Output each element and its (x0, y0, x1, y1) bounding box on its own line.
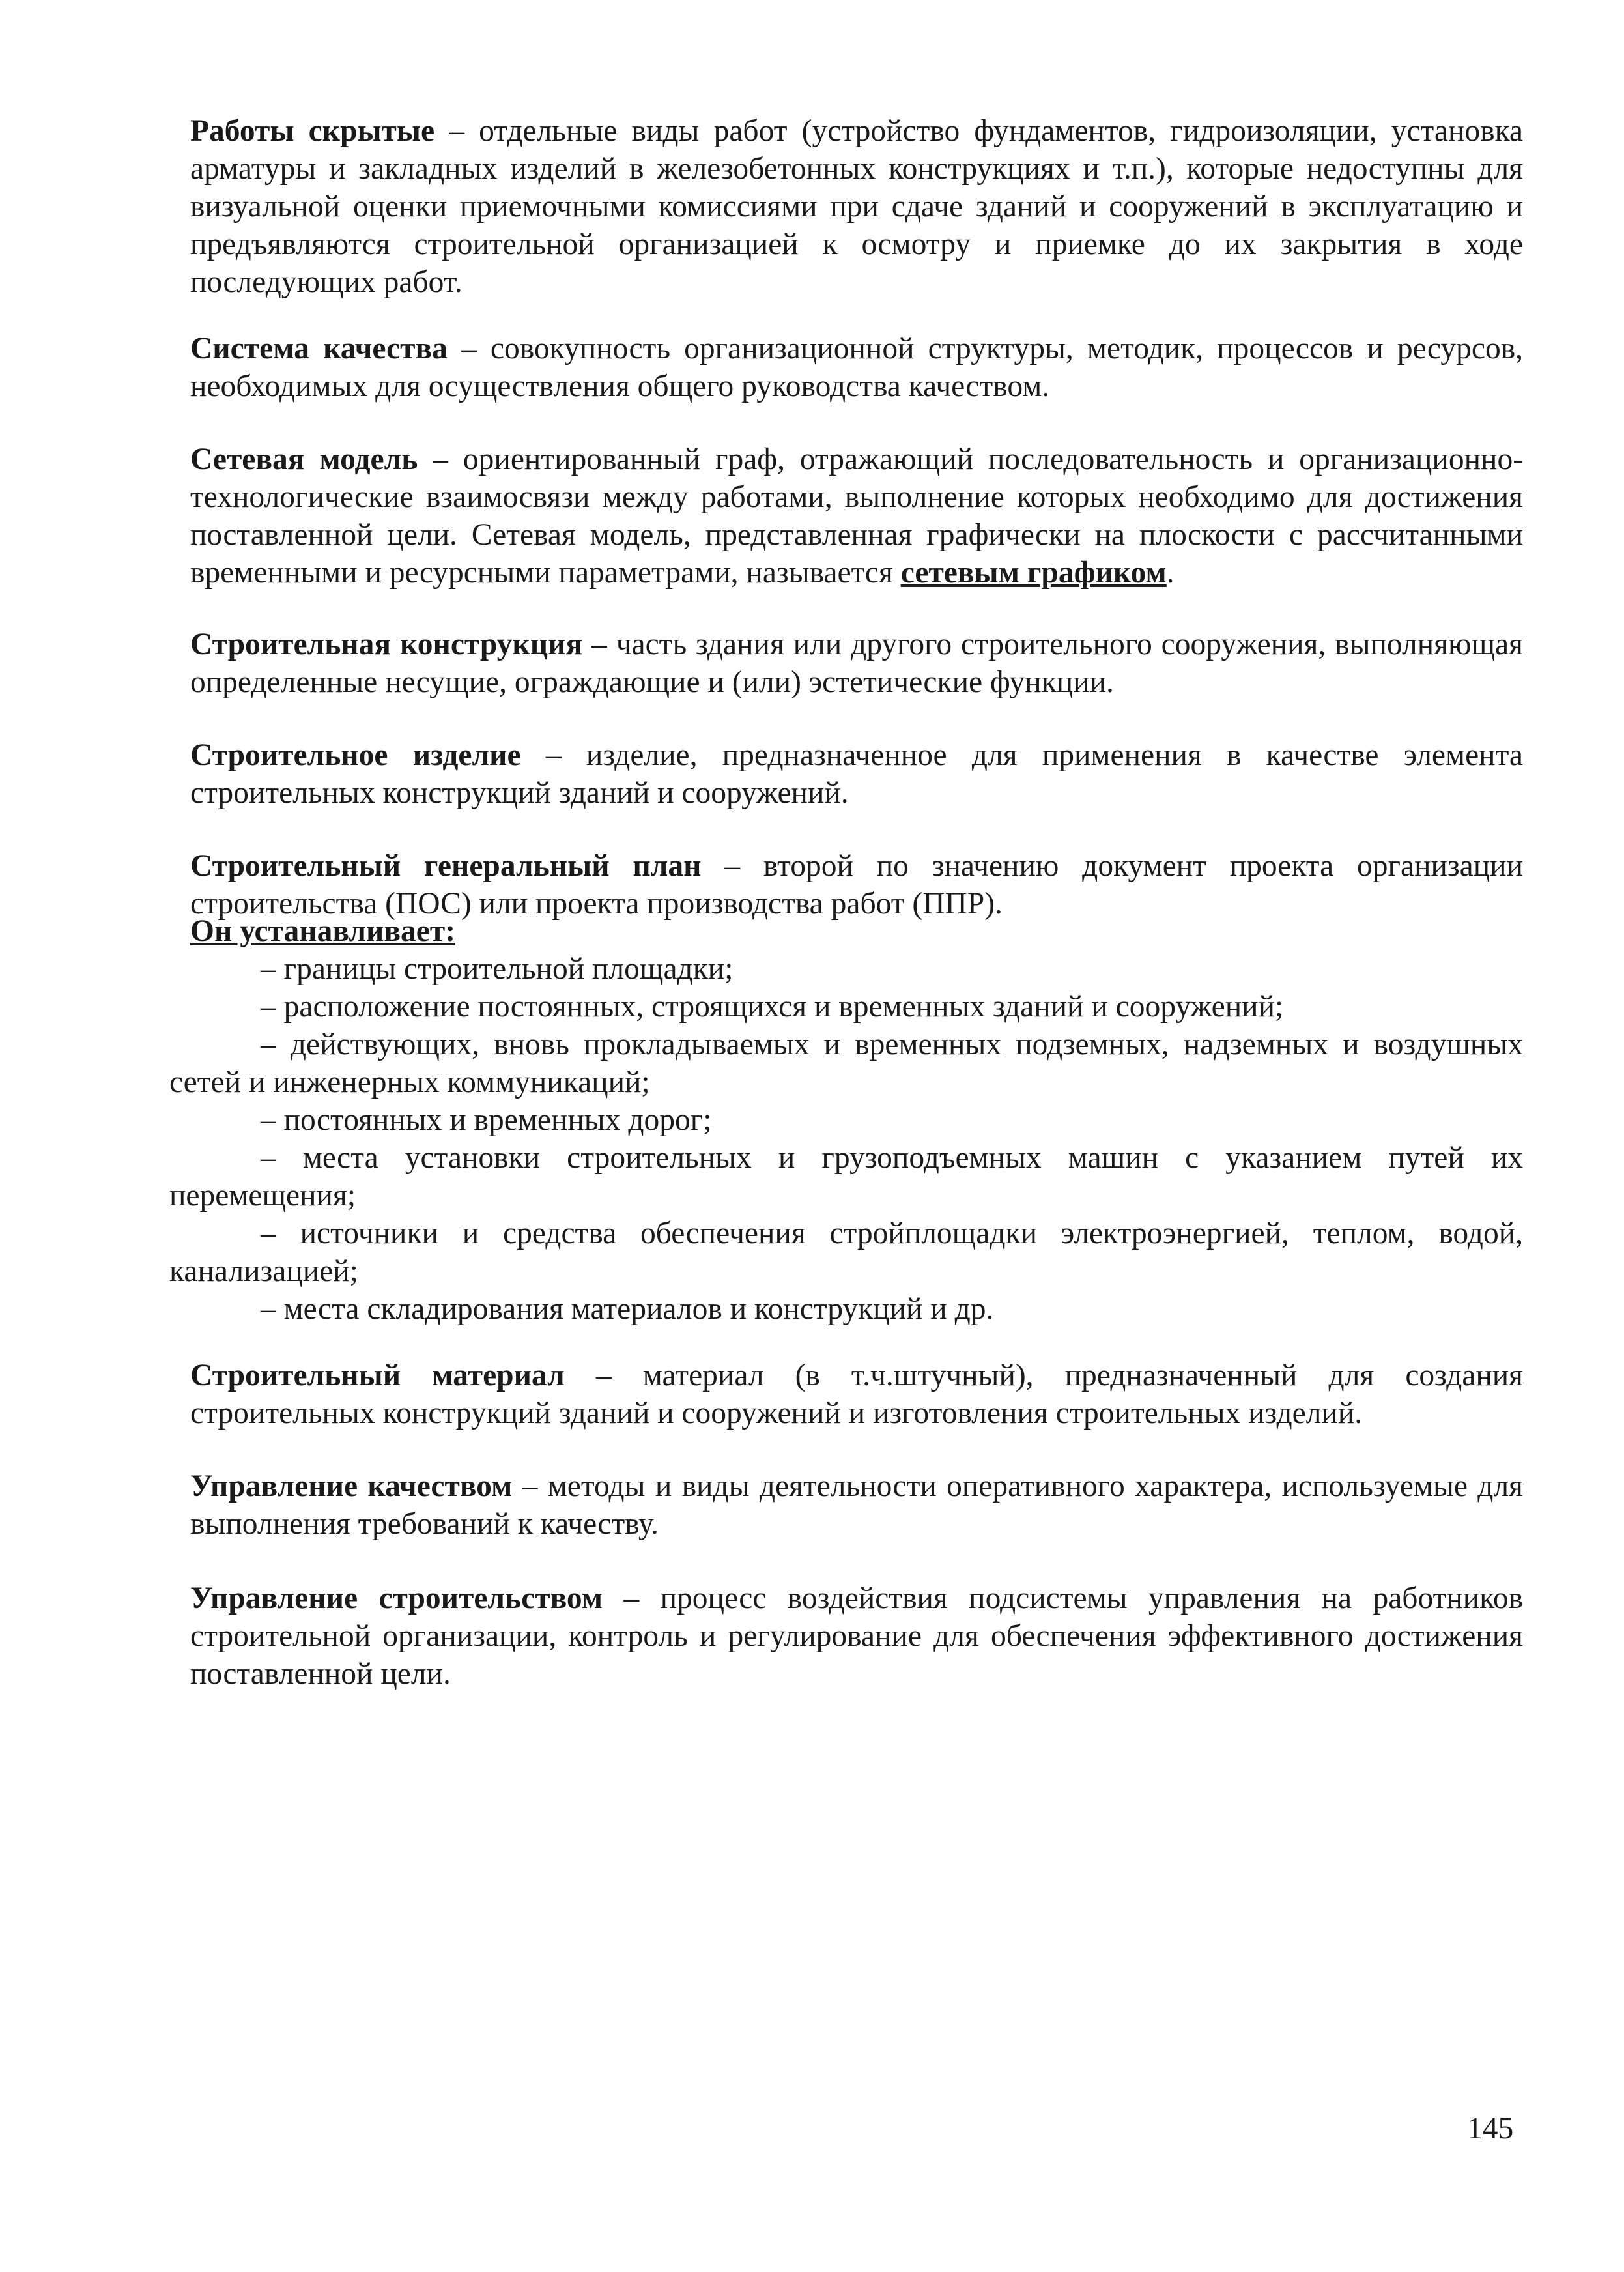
entry-building-product (190, 736, 1523, 812)
entry-term: Система качества (190, 332, 448, 366)
entry-definition: изделие, предназначенное для применения в качестве элемента строительных конструкций зданий и сооружений. (190, 738, 1523, 810)
entry-term: Управление строительством (190, 1581, 603, 1615)
entry-term: Строительное изделие (190, 738, 521, 772)
entry-definition: материал (в т.ч.штучный), предназначенный для создания строительных конструкций зданий и сооружений и изготовления строительных изделий. (190, 1359, 1524, 1430)
entry-term: Строительный материал (190, 1359, 565, 1392)
entry-building-structure (190, 626, 1523, 701)
entry-building-material (190, 1357, 1523, 1432)
entry-term: Строительный генеральный план (190, 849, 702, 883)
list-item: – источники и средства обеспечения стройплощадки электроэнергией, теплом, водой, канализацией; (169, 1216, 1523, 1288)
entry-definition: ориентированный граф, отражающий последовательность и организационно-технологические взаимосвязи между работами, выполнение которых необходимо для достижения поставленной цели. Сетевая модель, представленная графически на плоскости с рассчитанными временными и ресурсными параметрами, называется (190, 442, 1524, 590)
list-item: – действующих, вновь прокладываемых и временных подземных, надземных и воздушных сетей и инженерных коммуникаций; (169, 1028, 1523, 1099)
list-item: – постоянных и временных дорог; (261, 1103, 712, 1137)
general-plan-list (169, 950, 1523, 1328)
entry-dash: – (701, 849, 763, 883)
entry-dash: – (512, 1469, 548, 1503)
entry-term: Работы скрытые (190, 114, 435, 148)
entry-dash: – (447, 332, 491, 366)
entry-dash: – (564, 1359, 643, 1392)
list-item: – места установки строительных и грузоподъемных машин с указанием путей их перемещения; (169, 1141, 1523, 1213)
entry-term: Сетевая модель (190, 442, 418, 476)
list-item: – границы строительной площадки; (261, 952, 734, 986)
entry-definition: процесс воздействия подсистемы управления на работников строительной организации, контроль и регулирование для обеспечения эффективного достижения поставленной цели. (190, 1581, 1524, 1691)
entry-definition: отдельные виды работ (устройство фундаментов, гидроизоляции, установка арматуры и закладных изделий в железобетонных конструкциях и т.п.), которые недоступны для визуальной оценки приемочными комиссиями при сдаче зданий и сооружений в эксплуатацию и предъявляются строительной организацией к осмотру и приемке до их закрытия в ходе последующих работ. (190, 114, 1524, 299)
entry-construction-management (190, 1579, 1523, 1693)
entry-hidden-works (190, 112, 1523, 301)
list-item: – места складирования материалов и конструкций и др. (261, 1292, 994, 1326)
entry-dash: – (520, 738, 586, 772)
page-number: 145 (1467, 2112, 1514, 2146)
entry-definition: методы и виды деятельности оперативного характера, используемые для выполнения требований к качеству. (190, 1469, 1524, 1541)
entry-term: Управление качеством (190, 1469, 513, 1503)
entry-network-model (190, 440, 1523, 592)
entry-dash: – (582, 627, 616, 661)
network-schedule-emphasis: сетевым графиком (900, 556, 1167, 590)
entry-general-plan (190, 847, 1523, 923)
entry-definition: часть здания или другого строительного сооружения, выполняющая определенные несущие, ограждающие и (или) эстетические функции. (190, 627, 1523, 699)
list-item: – расположение постоянных, строящихся и временных зданий и сооружений; (261, 990, 1284, 1024)
entry-quality-management (190, 1467, 1523, 1543)
entry-quality-system (190, 330, 1523, 405)
entry-dash: – (603, 1581, 661, 1615)
entry-term: Строительная конструкция (190, 627, 583, 661)
entry-dash: – (434, 114, 479, 148)
entry-dash: – (418, 442, 463, 476)
entry-definition: второй по значению документ проекта организации строительства (ПОС) или проекта производства работ (ППР). (190, 849, 1524, 921)
establishes-heading: Он устанавливает: (190, 914, 456, 948)
entry-tail: . (1166, 556, 1175, 590)
entry-definition: совокупность организационной структуры, методик, процессов и ресурсов, необходимых для осуществления общего руководства качеством. (190, 332, 1524, 403)
